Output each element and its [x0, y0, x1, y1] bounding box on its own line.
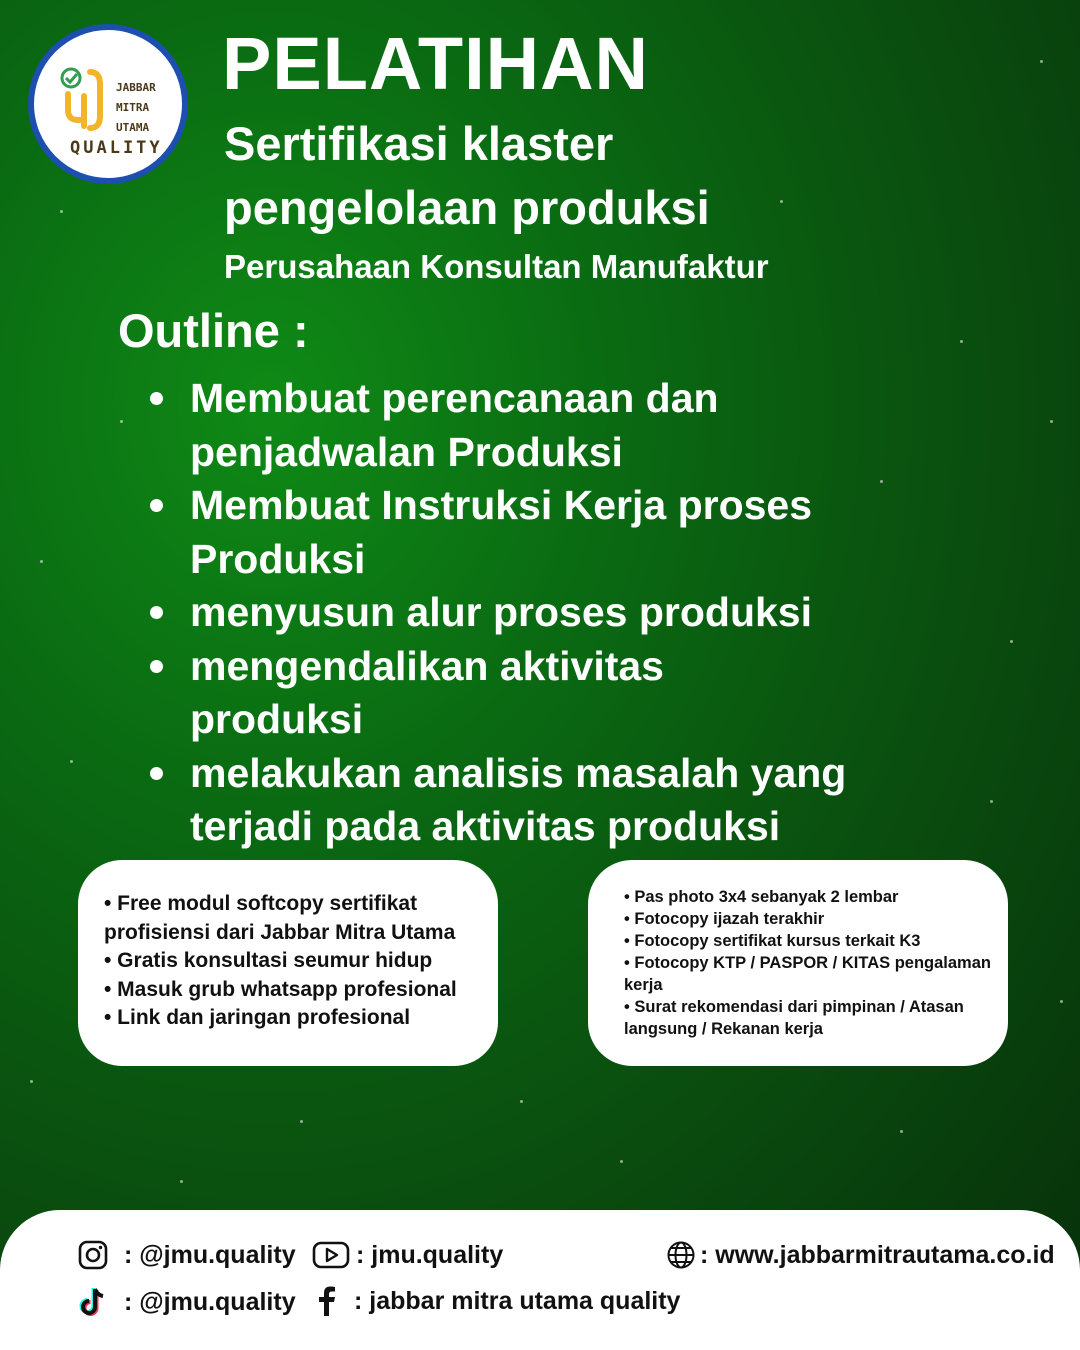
tiktok-link[interactable]	[78, 1286, 296, 1318]
logo-word: MITRA	[116, 101, 150, 114]
benefit-item: • Gratis konsultasi seumur hidup	[104, 949, 433, 972]
instagram-icon	[78, 1240, 108, 1270]
outline-item-line: terjadi pada aktivitas produksi	[190, 803, 781, 849]
website-link[interactable]	[666, 1240, 1055, 1270]
bullet-icon	[150, 499, 163, 512]
requirement-item: • Fotocopy sertifikat kursus terkait K3	[624, 932, 921, 950]
requirement-item: • Fotocopy ijazah terakhir	[624, 910, 825, 928]
requirement-item: • Fotocopy KTP / PASPOR / KITAS pengalaman kerja	[624, 954, 991, 994]
outline-item	[146, 747, 906, 854]
youtube-link[interactable]	[312, 1240, 503, 1270]
outline-item	[146, 372, 906, 479]
benefit-item: • Masuk grub whatsapp profesional	[104, 977, 457, 1001]
outline-heading: Outline :	[118, 304, 309, 357]
benefit-item: • Link dan jaringan profesional	[104, 1006, 411, 1029]
page-title: PELATIHAN	[222, 22, 649, 105]
logo-mark-icon	[60, 66, 110, 136]
subtitle-line: Sertifikasi klaster	[224, 117, 614, 170]
outline-item-line: produksi	[190, 696, 364, 742]
outline-item-line: Membuat Instruksi Kerja proses	[190, 482, 813, 528]
outline-list	[146, 372, 906, 854]
outline-item	[146, 640, 906, 747]
outline-item-line: menyusun alur proses produksi	[190, 589, 812, 635]
outline-item	[146, 479, 906, 586]
instagram-link[interactable]	[78, 1240, 296, 1270]
facebook-link[interactable]	[316, 1286, 680, 1316]
outline-item-line: melakukan analisis masalah yang	[190, 749, 847, 796]
tiktok-icon	[78, 1286, 108, 1318]
outline-item-line: Produksi	[190, 535, 366, 582]
outline-item-line: Membuat perencanaan dan	[190, 375, 719, 421]
requirements-card	[588, 860, 1008, 1066]
bullet-icon	[150, 767, 163, 780]
logo-tagline: QUALITY	[70, 138, 163, 158]
outline-item	[146, 586, 906, 640]
requirement-item: • Surat rekomendasi dari pimpinan / Atasan langsung / Rekanan kerja	[624, 998, 964, 1038]
page-subtitle	[224, 112, 924, 240]
company-logo	[28, 24, 188, 184]
youtube-handle: : jmu.quality	[356, 1240, 504, 1269]
youtube-icon	[312, 1240, 350, 1270]
benefits-card	[78, 860, 498, 1066]
contact-footer	[0, 1210, 1080, 1350]
website-url: : www.jabbarmitrautama.co.id	[700, 1240, 1055, 1269]
bullet-icon	[150, 660, 163, 673]
globe-icon	[666, 1240, 696, 1270]
benefit-item: • Free modul softcopy sertifikat profisiensi dari Jabbar Mitra Utama	[104, 892, 456, 944]
facebook-name: : jabbar mitra utama quality	[354, 1286, 681, 1315]
bullet-icon	[150, 606, 163, 619]
requirement-item: • Pas photo 3x4 sebanyak 2 lembar	[624, 888, 899, 906]
bullet-icon	[150, 392, 163, 405]
outline-item-line: mengendalikan aktivitas	[190, 642, 664, 689]
facebook-icon	[316, 1286, 338, 1316]
logo-word: JABBAR	[116, 81, 156, 94]
tiktok-handle: : @jmu.quality	[124, 1287, 296, 1316]
subtitle-line: pengelolaan produksi	[224, 181, 710, 234]
logo-word: UTAMA	[116, 121, 150, 134]
outline-item-line: penjadwalan Produksi	[190, 428, 623, 475]
company-tagline: Perusahaan Konsultan Manufaktur	[224, 248, 769, 285]
logo-wordmark	[116, 78, 156, 138]
instagram-handle: : @jmu.quality	[124, 1240, 296, 1269]
